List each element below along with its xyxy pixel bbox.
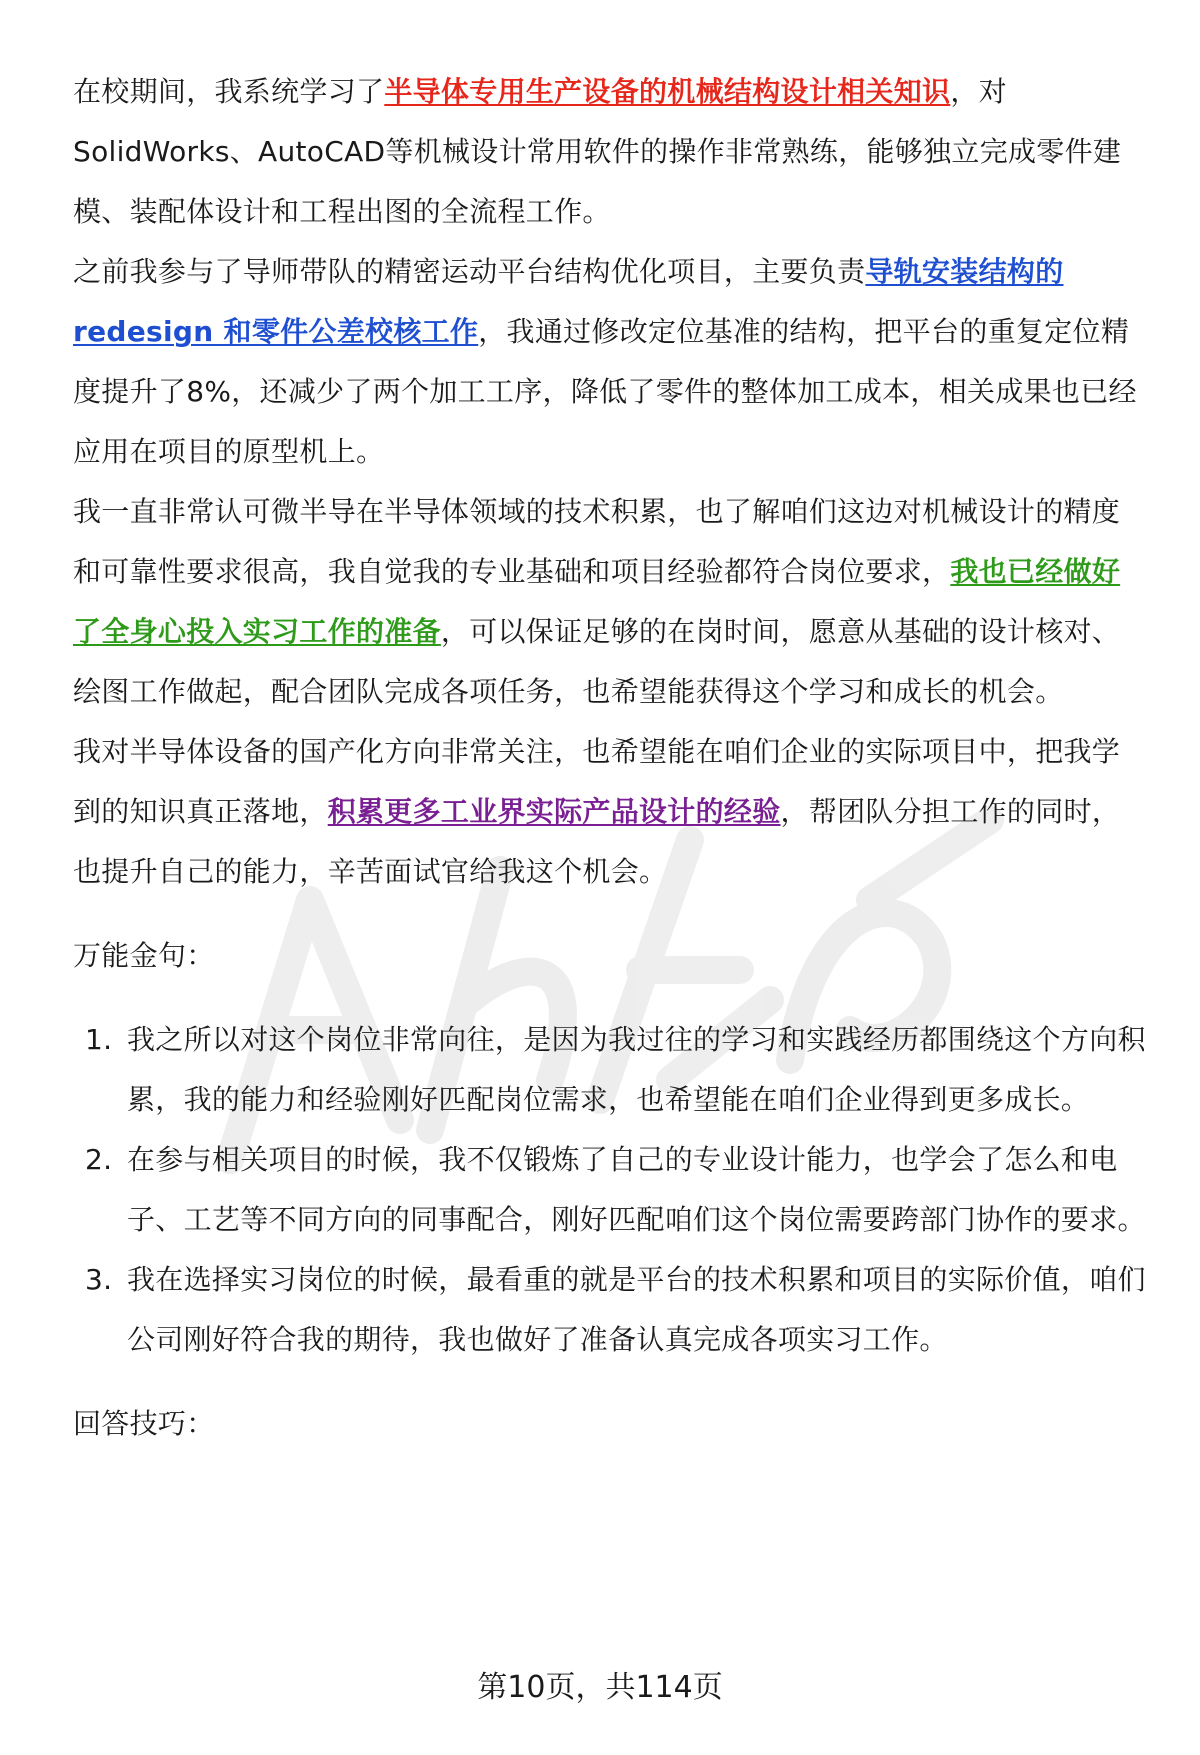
document-body (73, 62, 1148, 1478)
section-tips-label: 回答技巧： (73, 1407, 215, 1440)
paragraph-text: ，帮团队分担工作的同时，也提升自己的能力，辛苦面试官给我这个机会。 (73, 795, 1121, 888)
paragraph-text: ，对SolidWorks、AutoCAD等机械设计常用软件的操作非常熟练，能够独立完成零件建模、装配体设计和工程出图的全流程工作。 (73, 75, 1122, 228)
list-number: 1. (85, 1023, 113, 1056)
list-number: 2. (85, 1143, 113, 1176)
highlight-red: 半导体专用生产设备的机械结构设计相关知识 (384, 75, 951, 108)
paragraph-study (73, 62, 1148, 242)
paragraph-closing (73, 722, 1148, 902)
section-golden-label: 万能金句： (73, 939, 215, 972)
list-number: 3. (85, 1263, 113, 1296)
paragraph-text: 在校期间，我系统学习了 (73, 75, 385, 108)
page-number-footer: 第10页，共114页 (477, 1670, 723, 1705)
list-text: 我之所以对这个岗位非常向往，是因为我过往的学习和实践经历都围绕这个方向积累，我的能力和经验刚好匹配岗位需求，也希望能在咱们企业得到更多成长。 (127, 1023, 1146, 1116)
paragraph-text: ，可以保证足够的在岗时间，愿意从基础的设计核对、绘图工作做起，配合团队完成各项任务，也希望能获得这个学习和成长的机会。 (73, 615, 1121, 708)
list-item (73, 1130, 1148, 1250)
highlight-purple: 积累更多工业界实际产品设计的经验 (327, 795, 781, 828)
golden-sentence-list (73, 1010, 1148, 1370)
list-text: 在参与相关项目的时候，我不仅锻炼了自己的专业设计能力，也学会了怎么和电子、工艺等不同方向的同事配合，刚好匹配咱们这个岗位需要跨部门协作的要求。 (127, 1143, 1146, 1236)
highlight-green: 我也已经做好了全身心投入实习工作的准备 (73, 555, 1121, 648)
paragraph-text: 之前我参与了导师带队的精密运动平台结构优化项目，主要负责 (73, 255, 866, 288)
list-text: 我在选择实习岗位的时候，最看重的就是平台的技术积累和项目的实际价值，咱们公司刚好符合我的期待，我也做好了准备认真完成各项实习工作。 (127, 1263, 1146, 1356)
paragraph-motivation (73, 482, 1148, 722)
paragraph-text: ，我通过修改定位基准的结构，把平台的重复定位精度提升了8%，还减少了两个加工工序，降低了零件的整体加工成本，相关成果也已经应用在项目的原型机上。 (73, 315, 1137, 468)
list-item (73, 1010, 1148, 1130)
list-item (73, 1250, 1148, 1370)
highlight-blue: 导轨安装结构的redesign 和零件公差校核工作 (73, 255, 1064, 348)
paragraph-text: 我一直非常认可微半导在半导体领域的技术积累，也了解咱们这边对机械设计的精度和可靠性要求很高，我自觉我的专业基础和项目经验都符合岗位要求， (73, 495, 1121, 588)
paragraph-project (73, 242, 1148, 482)
paragraph-text: 我对半导体设备的国产化方向非常关注，也希望能在咱们企业的实际项目中，把我学到的知识真正落地， (73, 735, 1121, 828)
